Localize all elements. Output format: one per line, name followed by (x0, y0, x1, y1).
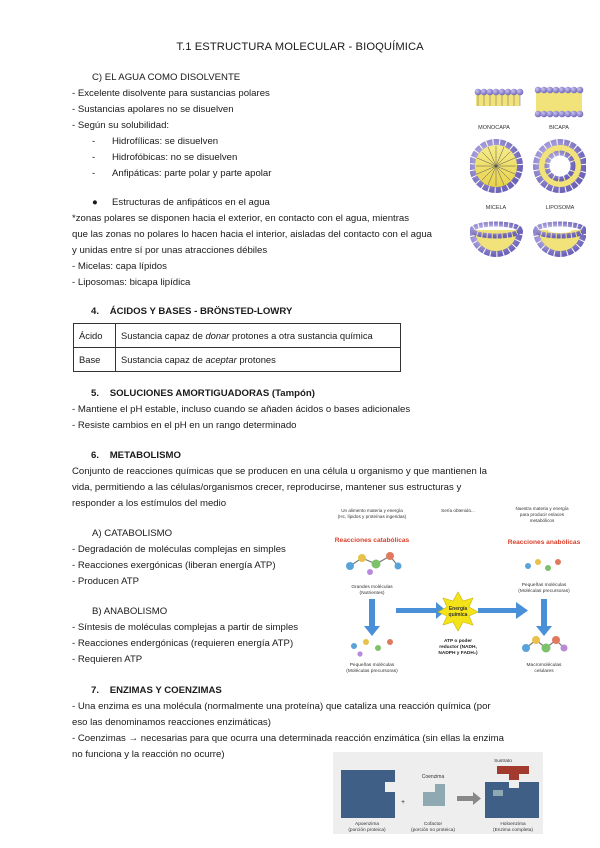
fig-energy-2: química (448, 612, 468, 618)
base-term: Base (74, 348, 116, 372)
enzymes-line-1: - Una enzima es una molécula (normalmente una proteína) que cataliza una reacción química (por (72, 701, 491, 712)
base-definition: Sustancia capaz de aceptar protones (116, 348, 401, 372)
fig-top-left-2: (Hc, lípidos y proteínas ingeridas) (337, 514, 407, 519)
note-line-3: y unidas entre sí por unas atracciones débiles (72, 245, 268, 256)
fig-catabolic-label: Reacciones catabólicas (334, 537, 410, 544)
macromolecule-graphic (522, 636, 568, 653)
bilayer-graphic (535, 87, 584, 118)
liposomas-line: - Liposomas: bicapa lipídica (72, 277, 191, 288)
enzymes-line-2: eso las denominamos reacciones enzimáticas) (72, 717, 271, 728)
anabolism-heading: B) ANABOLISMO (92, 606, 168, 617)
fig-top-right-3: metabólicos (529, 518, 555, 523)
enzyme-figure (333, 752, 543, 834)
acids-heading: 4. ÁCIDOS Y BASES - BRÖNSTED-LOWRY (91, 306, 293, 317)
enzymes-line-4: no funciona y la reacción no ocurre) (72, 749, 225, 760)
big-molecule-graphic (346, 552, 402, 575)
monolayer-graphic (475, 89, 524, 106)
metabolism-intro-3: responder a los estímulos del medio (72, 498, 227, 509)
anabolism-line-2: - Reacciones endergónicas (requieren energía ATP) (72, 638, 294, 649)
anabolism-line-3: - Requieren ATP (72, 654, 143, 665)
lipid-structures-figure (470, 84, 586, 274)
enzymes-line-3: - Coenzimas → necesarias para que ocurra una determinada reacción enzimática (sin ellas la enzima (72, 733, 504, 744)
fig-holoenzyme-1: Holoenzima (500, 822, 526, 827)
water-line-2: - Sustancias apolares no se disuelven (72, 104, 234, 115)
metabolism-heading: 6. METABOLISMO (91, 450, 181, 461)
label-bicapa: BICAPA (549, 125, 569, 131)
fig-atp-3: NADPH y FADH₂) (438, 651, 478, 656)
water-line-3: - Según su solubilidad: (72, 120, 170, 131)
table-row (74, 324, 401, 348)
fig-top-left-1: Un alimento materia y energía (341, 508, 403, 513)
fig-atp-2: reductor (NADH, (439, 645, 477, 650)
table-row (74, 348, 401, 372)
fig-coenzyme: Coenzima (421, 774, 445, 780)
acids-bases-table (73, 323, 401, 372)
fig-top-right-1: Nuestra materia y energía (515, 506, 569, 511)
fig-macromolecules-1: Macromoléculas (526, 663, 562, 668)
enzymes-heading: 7. ENZIMAS Y COENZIMAS (91, 685, 222, 696)
water-heading: C) EL AGUA COMO DISOLVENTE (92, 72, 241, 83)
fig-plus: + (400, 799, 406, 806)
note-line-2: que las zonas no polares lo hacen hacia el interior, aisladas del contacto con el agua (72, 229, 433, 240)
buffers-heading: 5. SOLUCIONES AMORTIGUADORAS (Tampón) (91, 388, 315, 399)
buffers-line-2: - Resiste cambios en el pH en un rango determinado (72, 420, 297, 431)
note-line-1: *zonas polares se disponen hacia el exterior, en contacto con el agua, mientras (72, 213, 410, 224)
solubility-item-2: - Hidrofóbicas: no se disuelven (92, 152, 238, 163)
solubility-item-1: - Hidrofílicas: se disuelven (92, 136, 219, 147)
fig-small-molecules-2: (Moléculas precursoras) (346, 669, 398, 674)
fig-cofactor-2: (porción no proteica) (411, 828, 455, 833)
metabolism-intro-2: vida, permitiendo a las células/organismos crecer, reproducirse, mantener sus estructuras y (72, 482, 462, 493)
micelle-graphic (472, 142, 520, 190)
fig-apoenzyme-1: Apoenzima (355, 822, 379, 827)
catabolism-line-1: - Degradación de moléculas complejas en simples (72, 544, 286, 555)
amphipathic-bullet: ● Estructuras de anfipáticos en el agua (92, 197, 270, 208)
metabolism-figure (332, 504, 584, 682)
small-molecules-graphic (351, 639, 393, 657)
apoenzyme-graphic (341, 770, 395, 818)
fig-macromolecules-2: celulares (534, 669, 554, 674)
fig-holoenzyme-2: (Enzima completa) (493, 828, 533, 833)
label-monocapa: MONOCAPA (478, 125, 510, 131)
catabolism-line-3: - Producen ATP (72, 576, 140, 587)
fig-apoenzyme-2: (porción proteica) (348, 828, 386, 833)
fig-big-molecules-2: (Nutrientes) (359, 591, 385, 596)
liposome-section-graphic (536, 224, 584, 254)
label-micela: MICELA (485, 205, 507, 211)
water-line-1: - Excelente disolvente para sustancias polares (72, 88, 270, 99)
anabolism-line-1: - Síntesis de moléculas complejas a partir de simples (72, 622, 299, 633)
catabolism-heading: A) CATABOLISMO (92, 528, 173, 539)
liposome-graphic (536, 142, 584, 190)
acid-term: Ácido (74, 324, 116, 348)
fig-anabolic-label: Reacciones anabólicas (507, 539, 581, 546)
fig-energy-1: Energía (448, 606, 468, 612)
fig-small-precursors-1: Pequeñas moléculas (521, 583, 567, 588)
label-liposoma: LIPOSOMA (545, 205, 575, 211)
fig-small-precursors-2: (Moléculas precursoras) (518, 589, 570, 594)
solubility-item-3: - Anfipáticas: parte polar y parte apolar (92, 168, 272, 179)
fig-top-right-2: para producir enlaces (519, 512, 565, 517)
micelas-line: - Micelas: capa lípidos (72, 261, 167, 272)
fig-atp-1: ATP o poder (443, 639, 473, 644)
fig-substrate: Sustrato (494, 759, 512, 764)
fig-cofactor-1: Cofactor (423, 822, 443, 827)
micelle-section-graphic (472, 224, 520, 254)
catabolism-line-2: - Reacciones exergónicas (liberan energía ATP) (72, 560, 276, 571)
small-precursors-graphic (525, 559, 561, 571)
acid-definition: Sustancia capaz de donar protones a otra sustancia química (116, 324, 401, 348)
metabolism-intro-1: Conjunto de reacciones químicas que se producen en una célula u organismo y que mantienen la (72, 466, 487, 477)
buffers-line-1: - Mantiene el pH estable, incluso cuando se añaden ácidos o bases adicionales (72, 404, 411, 415)
fig-small-molecules-1: Pequeñas moléculas (349, 663, 395, 668)
page-title: T.1 ESTRUCTURA MOLECULAR - BIOQUÍMICA (176, 41, 424, 53)
fig-top-mid: Sería obtenido... (441, 508, 475, 513)
fig-big-molecules-1: Grandes moléculas (351, 585, 393, 590)
